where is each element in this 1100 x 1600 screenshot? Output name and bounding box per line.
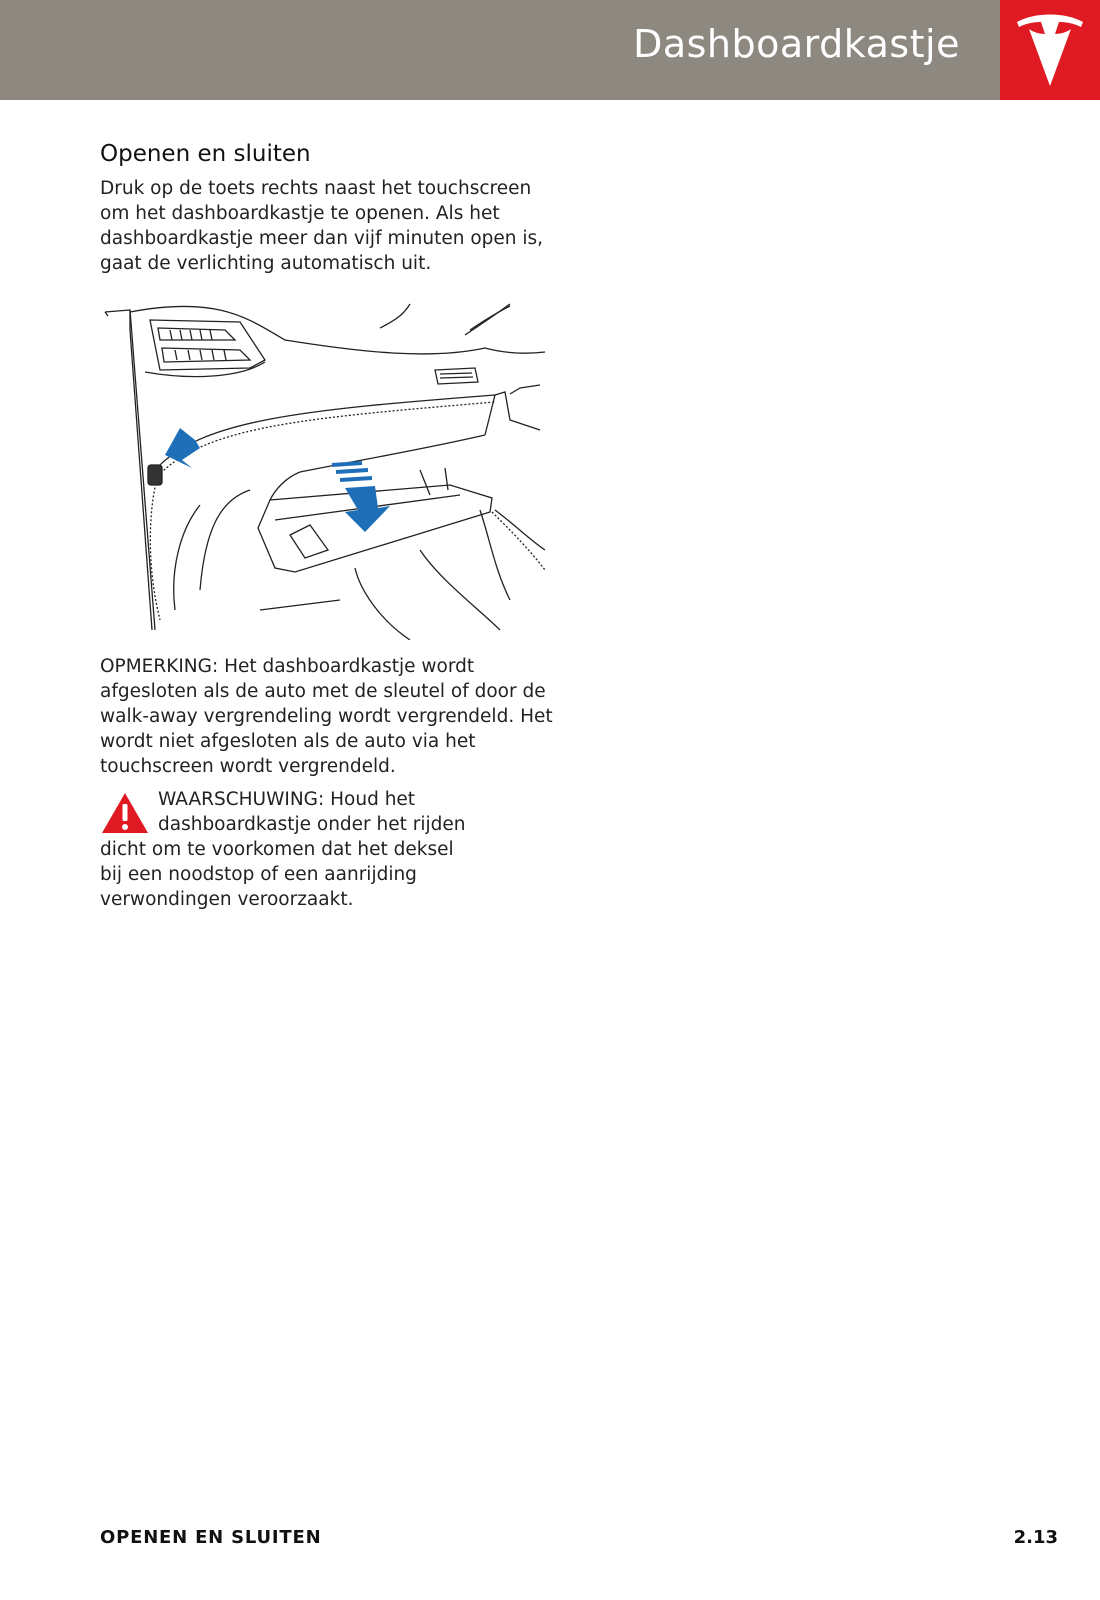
warning-block <box>100 787 480 912</box>
glovebox-figure <box>100 300 550 640</box>
footer-section-label: OPENEN EN SLUITEN <box>100 1527 322 1548</box>
glovebox-illustration-icon <box>100 300 550 640</box>
page-title: Dashboardkastje <box>633 22 960 66</box>
intro-paragraph: Druk op de toets rechts naast het touchscreen om het dashboardkastje te openen. Als het dashboardkastje meer dan vijf minuten open is, gaat de verlichting automatisch uit. <box>100 178 544 274</box>
main-content <box>100 141 560 912</box>
note-paragraph: OPMERKING: Het dashboardkastje wordt afgesloten als de auto met de sleutel of door de walk-away vergrendeling wordt vergrendeld. Het wordt niet afgesloten als de auto via het touchscreen wordt vergrendeld. <box>100 656 553 777</box>
section-title: Openen en sluiten <box>100 141 311 167</box>
warning-text: WAARSCHUWING: Houd het dashboardkastje onder het rijden dicht om te voorkomen dat het deksel bij een noodstop of een aanrijding verwondingen veroorzaakt. <box>100 789 466 910</box>
tesla-logo-icon <box>1015 12 1085 88</box>
footer-page-number: 2.13 <box>1013 1527 1058 1548</box>
logo-box <box>1000 0 1100 100</box>
warning-triangle-icon <box>100 791 150 835</box>
header-bar <box>0 0 1100 100</box>
